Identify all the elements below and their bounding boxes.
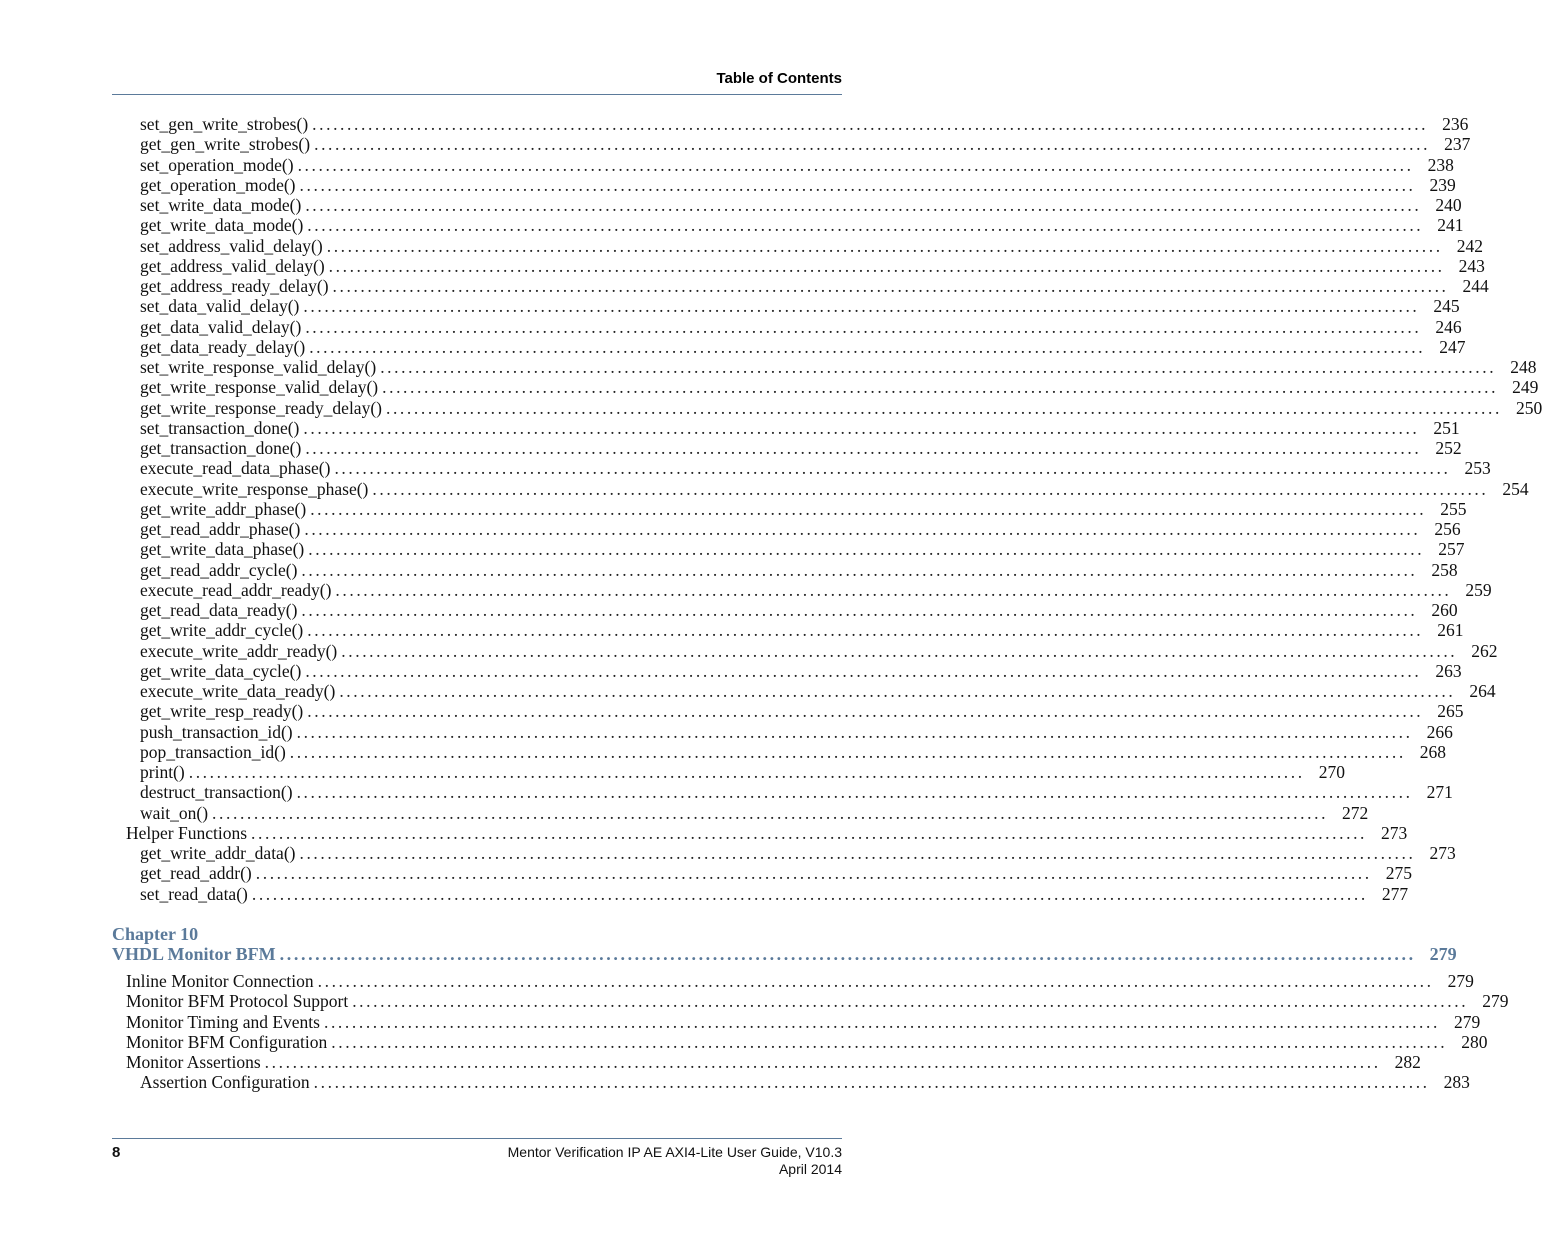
toc-entry[interactable]: [112, 822, 1408, 843]
leader-dots: ................................................................................................................................................................: [297, 154, 1414, 175]
chapter-page-number: 279: [1429, 943, 1457, 964]
toc-entry-page: 243: [1458, 255, 1485, 276]
toc-entry-page: 271: [1426, 782, 1453, 803]
toc-entry-page: 242: [1456, 235, 1483, 256]
toc-entry-page: 279: [1447, 971, 1474, 991]
toc-entry[interactable]: [112, 316, 1462, 337]
toc-entry-page: 264: [1469, 681, 1496, 701]
toc-entry-label: set_operation_mode(): [140, 154, 294, 175]
toc-entry[interactable]: [112, 660, 1462, 681]
toc-entry-label: get_write_addr_data(): [140, 843, 296, 863]
toc-entry[interactable]: [112, 701, 1464, 722]
leader-dots: ................................................................................................................................................................: [380, 357, 1497, 377]
toc-entry[interactable]: [112, 296, 1460, 317]
leader-dots: ................................................................................................................................................................: [296, 782, 1413, 803]
leader-dots: ................................................................................................................................................................: [212, 802, 1329, 823]
leader-dots: ................................................................................................................................................................: [305, 660, 1422, 681]
toc-entry[interactable]: [112, 802, 1369, 823]
toc-entry-label: destruct_transaction(): [140, 782, 293, 803]
toc-entry-page: 248: [1510, 357, 1537, 377]
toc-entry[interactable]: [112, 377, 1539, 398]
toc-entry-page: 258: [1431, 559, 1458, 580]
toc-entry-label: get_write_addr_cycle(): [140, 620, 304, 641]
footer-page-number: 8: [112, 1144, 121, 1161]
toc-entry-label: set_data_valid_delay(): [140, 296, 300, 317]
leader-dots: ................................................................................................................................................................: [335, 579, 1452, 600]
leader-dots: ................................................................................................................................................................: [307, 701, 1424, 722]
toc-entry-page: 273: [1429, 843, 1456, 863]
leader-dots: ................................................................................................................................................................: [332, 276, 1449, 296]
toc-entry-label: set_transaction_done(): [140, 417, 300, 438]
leader-dots: ................................................................................................................................................................: [264, 1052, 1381, 1072]
toc-entry-label: get_write_resp_ready(): [140, 701, 304, 722]
toc-entry-page: 245: [1433, 296, 1460, 317]
leader-dots: ................................................................................................................................................................: [385, 397, 1502, 418]
chapter-label[interactable]: Chapter 10: [112, 923, 199, 944]
toc-entry-label: Monitor Timing and Events: [126, 1011, 320, 1032]
toc-entry-label: get_read_addr_phase(): [140, 519, 301, 539]
toc-entry-page: 270: [1318, 762, 1345, 782]
toc-entry[interactable]: [112, 991, 1509, 1012]
chapter-title-entry[interactable]: [112, 943, 1457, 964]
toc-entry[interactable]: [112, 640, 1498, 661]
toc-entry-page: 279: [1482, 991, 1509, 1012]
toc-entry-page: 255: [1440, 498, 1467, 519]
leader-dots: ................................................................................................................................................................: [304, 519, 1421, 539]
toc-entry[interactable]: [112, 458, 1491, 479]
leader-dots: ................................................................................................................................................................: [307, 215, 1424, 236]
toc-entry-label: pop_transaction_id(): [140, 741, 286, 762]
toc-entry-page: 251: [1433, 417, 1460, 438]
toc-entry-page: 272: [1342, 802, 1369, 823]
toc-entry-page: 265: [1437, 701, 1464, 722]
toc-entry-page: 280: [1461, 1031, 1488, 1052]
toc-entry-page: 257: [1438, 539, 1465, 560]
toc-entry[interactable]: [112, 539, 1465, 560]
leader-dots: ................................................................................................................................................................: [309, 336, 1426, 357]
toc-entry[interactable]: [112, 215, 1464, 236]
running-header: Table of Contents: [716, 70, 842, 87]
toc-entry-page: 246: [1435, 316, 1462, 337]
toc-entry-page: 254: [1502, 478, 1529, 499]
toc-entry-label: get_read_data_ready(): [140, 600, 298, 620]
toc-entry[interactable]: [112, 417, 1460, 438]
leader-dots: ................................................................................................................................................................: [303, 417, 1420, 438]
leader-dots: ................................................................................................................................................................: [188, 762, 1305, 782]
toc-entry-label: set_read_data(): [140, 883, 248, 904]
table-of-contents: [112, 114, 1542, 1093]
toc-entry-page: 237: [1444, 134, 1471, 155]
toc-entry[interactable]: [112, 782, 1453, 803]
toc-entry[interactable]: [112, 195, 1462, 215]
toc-section-continued: [112, 114, 1542, 904]
leader-dots: ................................................................................................................................................................: [310, 498, 1427, 519]
toc-entry-page: 239: [1429, 174, 1456, 195]
leader-dots: ................................................................................................................................................................: [313, 1072, 1430, 1093]
header-rule: [112, 94, 842, 95]
toc-entry-page: 283: [1443, 1072, 1470, 1093]
toc-entry-label: get_read_addr_cycle(): [140, 559, 298, 580]
leader-dots: ................................................................................................................................................................: [255, 863, 1372, 884]
toc-entry[interactable]: [112, 620, 1464, 641]
leader-dots: ................................................................................................................................................................: [296, 721, 1413, 742]
toc-entry[interactable]: [112, 1011, 1481, 1032]
toc-entry-label: get_transaction_done(): [140, 438, 302, 458]
toc-entry[interactable]: [112, 255, 1485, 276]
toc-entry-label: set_gen_write_strobes(): [140, 114, 309, 134]
leader-dots: ................................................................................................................................................................: [301, 600, 1418, 620]
toc-entry-page: 249: [1512, 377, 1539, 398]
toc-entry-page: 253: [1464, 458, 1491, 479]
toc-entry-label: Assertion Configuration: [140, 1072, 310, 1093]
footer-date: April 2014: [778, 1161, 842, 1177]
toc-entry-label: get_data_ready_delay(): [140, 336, 306, 357]
toc-entry-label: set_write_data_mode(): [140, 195, 302, 215]
toc-entry[interactable]: [112, 134, 1471, 155]
toc-entry[interactable]: [112, 843, 1456, 863]
toc-entry-label: get_write_addr_phase(): [140, 498, 307, 519]
toc-entry-label: execute_write_data_ready(): [140, 681, 336, 701]
toc-entry-label: get_address_ready_delay(): [140, 276, 329, 296]
toc-entry-page: 268: [1419, 741, 1447, 762]
leader-dots: ................................................................................................................................................................: [312, 114, 1429, 134]
toc-entry[interactable]: [112, 438, 1462, 458]
toc-entry-label: push_transaction_id(): [140, 721, 293, 742]
leader-dots: ................................................................................................................................................................: [299, 174, 1416, 195]
toc-entry-page: 236: [1442, 114, 1469, 134]
toc-entry[interactable]: [112, 357, 1537, 377]
toc-entry-label: execute_read_addr_ready(): [140, 579, 332, 600]
leader-dots: ................................................................................................................................................................: [372, 478, 1489, 499]
leader-dots: ................................................................................................................................................................: [331, 1031, 1448, 1052]
toc-entry[interactable]: [112, 478, 1529, 499]
toc-entry[interactable]: [112, 519, 1461, 539]
footer-info: [508, 1144, 842, 1178]
footer-doc-title: Mentor Verification IP AE AXI4-Lite User Guide, V10.3: [507, 1144, 842, 1160]
toc-entry[interactable]: [112, 883, 1409, 904]
toc-entry-page: 279: [1453, 1011, 1481, 1032]
toc-entry-page: 282: [1394, 1052, 1421, 1072]
leader-dots: ................................................................................................................................................................: [303, 296, 1420, 317]
toc-entry-label: execute_write_addr_ready(): [140, 640, 338, 661]
toc-entry-label: set_write_response_valid_delay(): [140, 357, 377, 377]
toc-entry[interactable]: [112, 559, 1458, 580]
toc-entry-page: 273: [1381, 822, 1408, 843]
leader-dots: ................................................................................................................................................................: [382, 377, 1499, 398]
toc-entry[interactable]: [112, 1052, 1421, 1072]
toc-entry[interactable]: [112, 681, 1496, 701]
toc-entry-label: get_read_addr(): [140, 863, 252, 884]
toc-entry[interactable]: [112, 1031, 1488, 1052]
toc-entry[interactable]: [112, 1072, 1470, 1093]
leader-dots: ................................................................................................................................................................: [326, 235, 1443, 256]
toc-entry-label: get_write_data_phase(): [140, 539, 305, 560]
toc-entry[interactable]: [112, 235, 1483, 256]
toc-entry-page: 244: [1462, 276, 1489, 296]
leader-dots: ................................................................................................................................................................: [251, 883, 1368, 904]
toc-entry[interactable]: [112, 174, 1456, 195]
toc-entry-label: execute_write_response_phase(): [140, 478, 369, 499]
toc-entry[interactable]: [112, 762, 1345, 782]
toc-entry[interactable]: [112, 600, 1458, 620]
toc-entry[interactable]: [112, 114, 1469, 134]
leader-dots: ................................................................................................................................................................: [328, 255, 1445, 276]
leader-dots: ................................................................................................................................................................: [305, 316, 1422, 337]
leader-dots: ................................................................................................................................................................: [307, 620, 1424, 641]
toc-entry-label: print(): [140, 762, 185, 782]
leader-dots: ................................................................................................................................................................: [305, 438, 1422, 458]
toc-entry-page: 259: [1465, 579, 1492, 600]
leader-dots: ................................................................................................................................................................: [289, 741, 1406, 762]
footer-rule: [112, 1138, 842, 1139]
toc-entry-label: get_gen_write_strobes(): [140, 134, 311, 155]
toc-entry-label: Helper Functions: [126, 822, 248, 843]
toc-entry[interactable]: [112, 741, 1447, 762]
leader-dots: ................................................................................................................................................................: [341, 640, 1458, 661]
leader-dots: ................................................................................................................................................................: [317, 971, 1434, 991]
toc-entry-page: 247: [1439, 336, 1466, 357]
toc-entry-page: 275: [1385, 863, 1412, 884]
toc-entry[interactable]: [112, 154, 1454, 175]
leader-dots: ................................................................................................................................................................: [305, 195, 1422, 215]
chapter-title: VHDL Monitor BFM: [112, 943, 276, 964]
toc-entry-label: Monitor BFM Protocol Support: [126, 991, 349, 1012]
toc-entry-label: get_address_valid_delay(): [140, 255, 325, 276]
toc-entry-page: 266: [1426, 721, 1453, 742]
leader-dots: ................................................................................................................................................................: [334, 458, 1451, 479]
toc-entry-page: 252: [1435, 438, 1462, 458]
toc-entry-label: set_address_valid_delay(): [140, 235, 323, 256]
toc-section-chapter-10: [112, 971, 1509, 1093]
toc-entry-label: get_data_valid_delay(): [140, 316, 302, 337]
toc-entry-label: get_write_data_mode(): [140, 215, 304, 236]
toc-entry[interactable]: [112, 971, 1474, 991]
leader-dots: ................................................................................................................................................................: [314, 134, 1431, 155]
leader-dots: ................................................................................................................................................................: [323, 1011, 1440, 1032]
toc-entry-page: 260: [1431, 600, 1458, 620]
toc-entry[interactable]: [112, 721, 1453, 742]
toc-entry-page: 262: [1471, 640, 1498, 661]
toc-entry-page: 261: [1437, 620, 1464, 641]
toc-entry-label: wait_on(): [140, 802, 209, 823]
leader-dots: ................................................................................................................................................................: [299, 843, 1416, 863]
toc-entry-page: 277: [1381, 883, 1409, 904]
toc-entry-page: 238: [1427, 154, 1454, 175]
toc-entry-page: 241: [1437, 215, 1464, 236]
toc-entry[interactable]: [112, 276, 1489, 296]
toc-entry[interactable]: [112, 579, 1492, 600]
toc-entry-label: get_write_data_cycle(): [140, 660, 302, 681]
toc-entry-label: execute_read_data_phase(): [140, 458, 331, 479]
toc-entry-label: Inline Monitor Connection: [126, 971, 314, 991]
toc-entry-label: Monitor BFM Configuration: [126, 1031, 328, 1052]
toc-entry-label: get_operation_mode(): [140, 174, 296, 195]
toc-entry[interactable]: [112, 397, 1542, 418]
toc-entry-page: 240: [1435, 195, 1462, 215]
leader-dots: ................................................................................................................................................................: [279, 943, 1416, 964]
toc-entry[interactable]: [112, 336, 1466, 357]
toc-entry-label: get_write_response_ready_delay(): [140, 397, 382, 418]
toc-entry-page: 263: [1435, 660, 1462, 681]
leader-dots: ................................................................................................................................................................: [352, 991, 1469, 1012]
toc-entry-page: 250: [1515, 397, 1542, 418]
toc-entry[interactable]: [112, 863, 1412, 884]
leader-dots: ................................................................................................................................................................: [339, 681, 1456, 701]
toc-entry-label: get_write_response_valid_delay(): [140, 377, 379, 398]
toc-entry-page: 256: [1434, 519, 1461, 539]
leader-dots: ................................................................................................................................................................: [301, 559, 1418, 580]
leader-dots: ................................................................................................................................................................: [308, 539, 1425, 560]
leader-dots: ................................................................................................................................................................: [251, 822, 1368, 843]
toc-entry-label: Monitor Assertions: [126, 1052, 261, 1072]
toc-entry[interactable]: [112, 498, 1467, 519]
